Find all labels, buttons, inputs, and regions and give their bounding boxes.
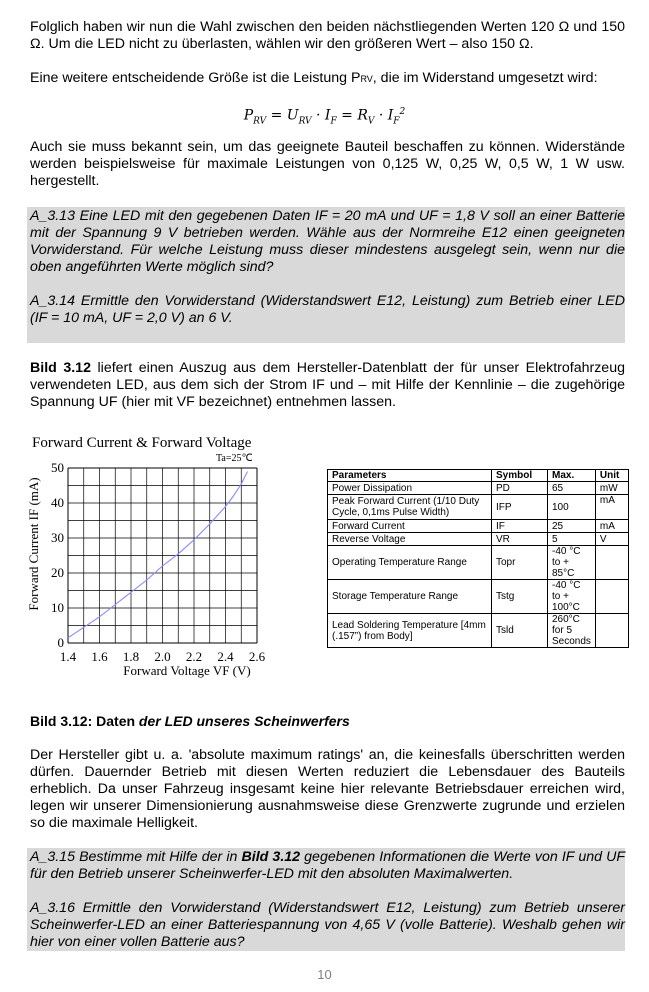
task-box-1 — [27, 207, 625, 343]
task-a3-14: A_3.14 Ermittle den Vorwiderstand (Widerstandswert E12, Leistung) zum Betrieb einer LED (IF = 10 mA, UF = 2,0 V) an 6 V. — [30, 293, 625, 326]
paragraph-datasheet-intro — [30, 360, 625, 411]
x-tick-label: 1.6 — [91, 649, 108, 664]
forward-current-chart — [26, 432, 291, 682]
x-axis-label: Forward Voltage VF (V) — [123, 663, 251, 678]
datasheet-intro-text: liefert einen Auszug aus dem Hersteller-Datenblatt der für unser Elektrofahrzeug verwendeten LED, aus dem sich der Strom IF und – mit Hilfe der Kennlinie – die zugehörige Spannung UF (hier mit VF bezeichnet) entnehmen lassen. — [30, 360, 625, 410]
led-spec-table — [327, 469, 629, 648]
table-row: Power Dissipation PD 65 mW — [328, 482, 629, 495]
x-tick-labels — [60, 649, 266, 664]
power-formula: $P_{RV} = U_{RV} \cdot I_F = R_V \cdot I_F^2$ — [243, 107, 406, 127]
figure-ref: Bild 3.12 — [30, 360, 91, 376]
chart-title: Forward Current & Forward Voltage — [32, 435, 252, 451]
th-max: Max. — [548, 470, 596, 482]
task-a3-13: A_3.13 Eine LED mit den gegebenen Daten IF = 20 mA und UF = 1,8 V soll an einer Batterie mit der Spannung 9 V betrieben werden. Wähle aus der Normreihe E12 einen geeigneten Vorwiderstand. Für welche Leistung muss dieser mindestens ausgelegt sein, wenn nur die oben angeführten Werte möglich sind? — [30, 208, 625, 275]
page-number: 10 — [317, 967, 332, 982]
x-tick-label: 2.2 — [185, 649, 203, 664]
power-intro-end: , die im Widerstand umgesetzt wird: — [372, 70, 598, 86]
power-intro-sub: RV — [360, 74, 373, 84]
table-row: Forward Current IF 25 mA — [328, 520, 629, 533]
y-tick-label: 30 — [51, 530, 64, 545]
chart-annotation: Ta=25℃ — [216, 453, 253, 464]
paragraph-resistor-choice: Folglich haben wir nun die Wahl zwischen den beiden nächstliegenden Werten 120 Ω und 150 Ω. Um die LED nicht zu überlasten, wählen wir den größeren Wert – also 150 Ω. — [30, 19, 625, 52]
x-tick-label: 2.6 — [248, 649, 266, 664]
th-unit: Unit — [595, 470, 628, 482]
th-parameters: Parameters — [328, 470, 492, 482]
y-axis-label: Forward Current IF (mA) — [26, 477, 41, 611]
y-tick-labels — [51, 460, 64, 650]
table-row: Operating Temperature Range Topr -40 °C to + 85°C — [328, 546, 629, 580]
figure-caption: Bild 3.12: Daten der LED unseres Scheinwerfers — [30, 713, 350, 729]
task-box-2 — [27, 848, 625, 951]
paragraph-power-values: Auch sie muss bekannt sein, um das geeignete Bauteil beschaffen zu können. Widerstände werden beispielsweise für maximale Leistungen von 0,125 W, 0,25 W, 0,5 W, 1 W usw. hergestellt. — [30, 139, 625, 189]
table-row: Reverse Voltage VR 5 V — [328, 533, 629, 546]
series-line-if — [68, 472, 248, 638]
table-row: Storage Temperature Range Tstg -40 °C to + 100°C — [328, 580, 629, 614]
table-row: Lead Soldering Temperature [4mm (.157”) from Body] Tsld 260°C for 5 Seconds — [328, 614, 629, 648]
y-tick-label: 40 — [51, 495, 64, 510]
table-row: Peak Forward Current (1/10 Duty Cycle, 0,1ms Pulse Width) IFP 100 mA — [328, 495, 629, 520]
paragraph-power-intro — [30, 70, 625, 88]
x-tick-label: 2.4 — [217, 649, 234, 664]
chart-grid — [68, 468, 257, 643]
power-intro-text: Eine weitere entscheidende Größe ist die Leistung P — [30, 70, 361, 86]
x-tick-label: 1.4 — [59, 649, 77, 664]
x-tick-label: 2.0 — [154, 649, 171, 664]
y-tick-label: 50 — [51, 460, 64, 475]
x-tick-label: 1.8 — [122, 649, 140, 664]
paragraph-max-ratings: Der Hersteller gibt u. a. 'absolute maximum ratings' an, die keinesfalls überschritten werden dürfen. Dauernder Betrieb mit diesen Werten reduziert die Lebensdauer des Bauteils erheblich. Da unser Fahrzeug insgesamt keine hier relevante Betriebsdauer erreichen wird, legen wir unserer Dimensionierung ausnahmsweise diese Grenzwerte zugrunde und erzielen so die maximale Helligkeit. — [30, 747, 625, 831]
y-tick-label: 10 — [51, 600, 64, 615]
th-symbol: Symbol — [492, 470, 548, 482]
task-a3-15: A_3.15 Bestimme mit Hilfe der in Bild 3.12 gegebenen Informationen die Werte von IF und UF für den Betrieb unserer Scheinwerfer-LED mit den absoluten Maximalwerten. — [30, 849, 626, 882]
y-tick-label: 0 — [57, 635, 64, 650]
y-tick-label: 20 — [51, 565, 64, 580]
task-a3-16: A_3.16 Ermittle den Vorwiderstand (Widerstandswert E12, Leistung) zum Betrieb unserer Scheinwerfer-LED an einer Batteriespannung von 4,65 V (volle Batterie). Weshalb gehen wir hier von einer vollen Batterie aus? — [30, 900, 625, 950]
